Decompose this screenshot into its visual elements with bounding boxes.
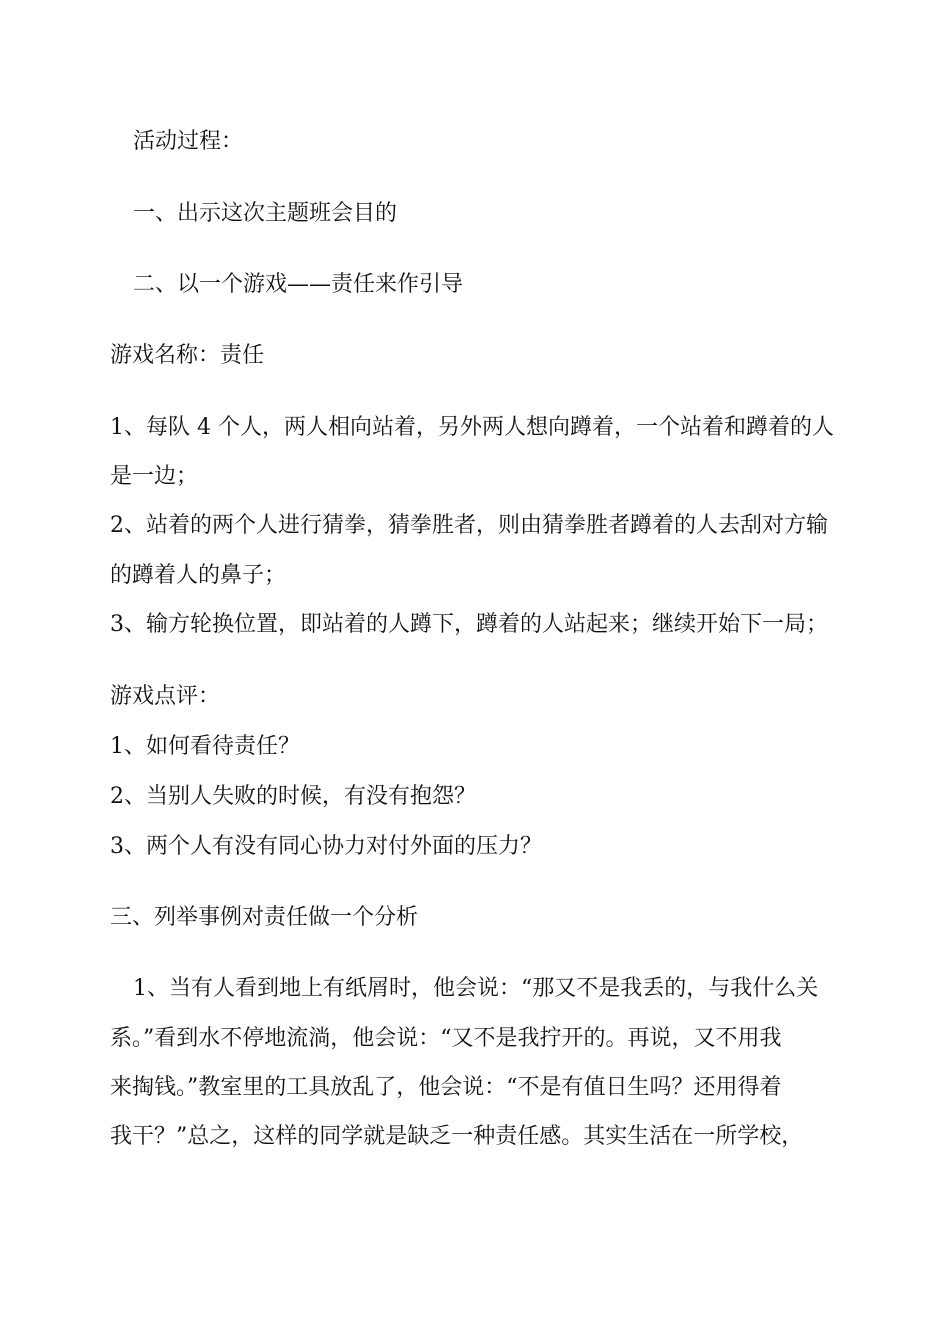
game-name: 游戏名称：责任 [110,343,265,368]
section-heading-2: 二、以一个游戏——责任来作引导 [133,272,464,297]
section-heading-process: 活动过程： [133,129,244,154]
example-paragraph-line-4: 我干？”总之，这样的同学就是缺乏一种责任感。其实生活在一所学校， [110,1124,804,1149]
rule-3: 3、输方轮换位置，即站着的人蹲下，蹲着的人站起来；继续开始下一局； [110,612,828,637]
section-heading-3: 三、列举事例对责任做一个分析 [110,905,419,930]
rule-1-line-2: 是一边； [110,464,199,489]
review-question-3: 3、两个人有没有同心协力对付外面的压力？ [110,834,542,859]
example-paragraph-line-2: 系。”看到水不停地流淌，他会说：“又不是我拧开的。再说，又不用我 [110,1026,782,1051]
review-question-2: 2、当别人失败的时候，有没有抱怨？ [110,784,476,809]
example-paragraph-line-1: 1、当有人看到地上有纸屑时，他会说：“那又不是我丢的，与我什么关 [133,976,819,1001]
review-question-1: 1、如何看待责任？ [110,734,300,759]
rule-2-line-1: 2、站着的两个人进行猜拳，猜拳胜者，则由猜拳胜者蹲着的人去刮对方输 [110,513,828,538]
example-paragraph-line-3: 来掏钱。”教室里的工具放乱了，他会说：“不是有值日生吗？还用得着 [110,1075,782,1100]
rule-1-line-1: 1、每队 4 个人，两人相向站着，另外两人想向蹲着，一个站着和蹲着的人 [110,415,834,440]
review-heading: 游戏点评： [110,684,221,709]
rule-2-line-2: 的蹲着人的鼻子； [110,563,287,588]
section-heading-1: 一、出示这次主题班会目的 [133,201,398,226]
